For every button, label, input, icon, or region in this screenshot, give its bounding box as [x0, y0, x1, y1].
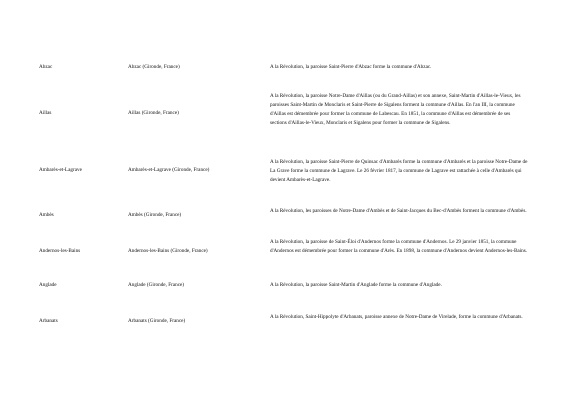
- commune-history: A la Révolution, la paroisse Saint-Pierre d'Abzac forme la commune d'Abzac.: [270, 64, 432, 70]
- commune-name: Arbanats: [39, 318, 58, 324]
- commune-location: Andernos-les-Bains (Gironde, France): [128, 248, 208, 254]
- commune-history: A la Révolution, Saint-Hippolyte d'Arbanats, paroisse annexe de Notre-Dame de Virelade, forme la commune d'Arbanats.: [270, 314, 523, 320]
- commune-location: Ambarès-et-Lagrave (Gironde, France): [128, 167, 210, 173]
- commune-name: Andernos-les-Bains: [39, 248, 81, 254]
- commune-history: A la Révolution, la paroisse Saint-Martin d'Anglade forme la commune d'Anglade.: [270, 282, 442, 288]
- commune-history: A la Révolution, la paroisse de Saint-Éloi d'Andernos forme la commune d'Andernos. Le 29 janvier 1851, la commune d'Andernos est démembrée pour former la commune d'Arès. En 1898, la commune d'Andernos devient Andernos-les-Bains.: [270, 239, 528, 254]
- commune-history: A la Révolution, la paroisse Saint-Pierre de Quinsac d'Ambarès forme la commune d'Ambarès et la paroisse Notre-Dame de La Grave forme la commune de Lagrave. Le 26 février 1817, la commune de Lagrave est rattachée à celle d'Ambarès qui devient Ambarès-et-Lagrave.: [270, 159, 528, 183]
- commune-history: A la Révolution, la paroisse Notre-Dame d'Aillas (ou du Grand-Aillas) et son annexe, Saint-Martin d'Aillas-le-Vieux, les paroisses Saint-Martin de Monclaris et Saint-Pierre de Sigalens forment la commune d'Aillas. En l'an III, la commune d'Aillas est démembrée pour former la commune de Labescau. En 1851, la commune d'Aillas est démembrée de ses sections d'Aillas-le-Vieux, Monclaris et Sigalens pour former la commune de Sigalens.: [270, 93, 521, 126]
- commune-name: Ambarès-et-Lagrave: [39, 167, 82, 173]
- commune-location: Anglade (Gironde, France): [128, 282, 185, 288]
- commune-location: Aillas (Gironde, France): [128, 110, 179, 116]
- commune-name: Abzac: [39, 64, 53, 70]
- commune-name: Ambès: [39, 212, 54, 218]
- commune-location: Abzac (Gironde, France): [128, 64, 180, 70]
- commune-history: A la Révolution, les paroisses de Notre-Dame d'Ambès et de Saint-Jacques du Bec-d'Ambès forment la commune d'Ambès.: [270, 208, 527, 214]
- commune-name: Anglade: [39, 282, 57, 288]
- commune-name: Aillas: [39, 110, 52, 116]
- commune-location: Arbanats (Gironde, France): [128, 318, 186, 324]
- commune-location: Ambès (Gironde, France): [128, 212, 182, 218]
